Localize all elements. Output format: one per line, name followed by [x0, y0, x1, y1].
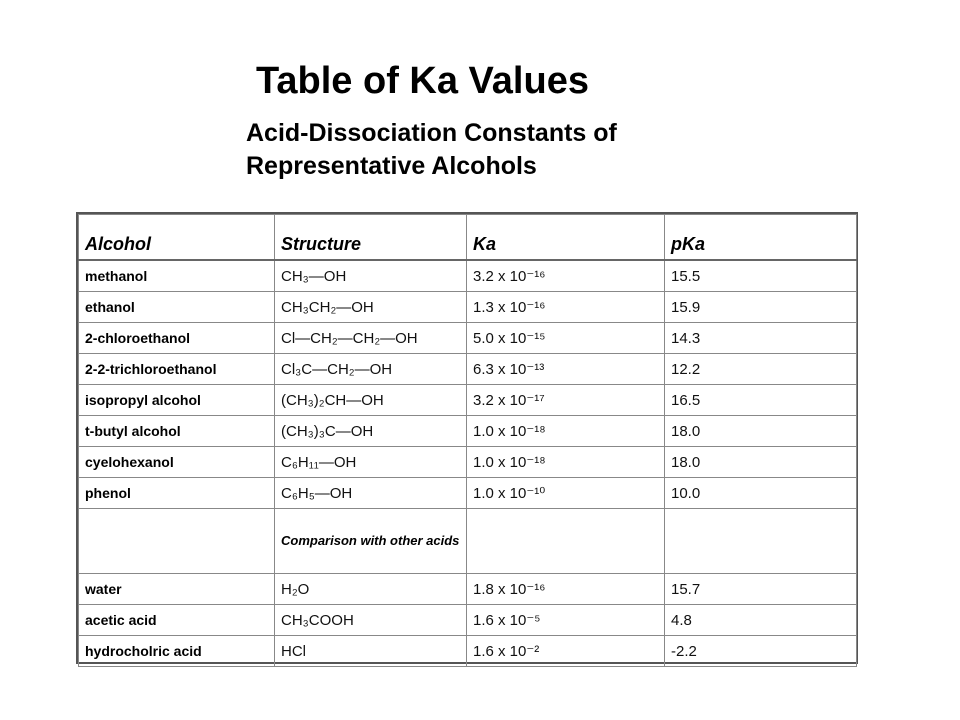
alcohol-name: cyelohexanol	[79, 447, 275, 478]
pka-value: 18.0	[665, 416, 857, 447]
pka-value: 15.7	[665, 574, 857, 605]
alcohol-structure: (CH₃)₂CH—OH	[275, 385, 467, 416]
pka-value: 10.0	[665, 478, 857, 509]
ka-value: 1.6 x 10⁻⁵	[467, 605, 665, 636]
pka-value: 12.2	[665, 354, 857, 385]
ka-value: 3.2 x 10⁻¹⁷	[467, 385, 665, 416]
empty-cell	[79, 509, 275, 574]
table-row	[79, 447, 857, 478]
ka-value: 6.3 x 10⁻¹³	[467, 354, 665, 385]
ka-value: 1.0 x 10⁻¹⁸	[467, 416, 665, 447]
ka-value: 1.0 x 10⁻¹⁸	[467, 447, 665, 478]
ka-value: 5.0 x 10⁻¹⁵	[467, 323, 665, 354]
table-header-row	[79, 215, 857, 261]
ka-value: 1.0 x 10⁻¹⁰	[467, 478, 665, 509]
alcohol-structure: (CH₃)₃C—OH	[275, 416, 467, 447]
ka-value: 1.3 x 10⁻¹⁶	[467, 292, 665, 323]
alcohol-structure: C₆H₅—OH	[275, 478, 467, 509]
acid-structure: H₂O	[275, 574, 467, 605]
pka-value: -2.2	[665, 636, 857, 667]
alcohol-structure: Cl—CH₂—CH₂—OH	[275, 323, 467, 354]
pka-value: 4.8	[665, 605, 857, 636]
ka-table	[78, 214, 857, 667]
empty-cell	[665, 509, 857, 574]
acid-name: hydrocholric acid	[79, 636, 275, 667]
acid-name: acetic acid	[79, 605, 275, 636]
table-row	[79, 605, 857, 636]
empty-cell	[467, 509, 665, 574]
header-ka: Ka	[467, 215, 665, 261]
comparison-row	[79, 509, 857, 574]
ka-table-container	[76, 212, 858, 664]
acid-structure: CH₃COOH	[275, 605, 467, 636]
header-structure: Structure	[275, 215, 467, 261]
ka-value: 1.8 x 10⁻¹⁶	[467, 574, 665, 605]
pka-value: 14.3	[665, 323, 857, 354]
table-row	[79, 385, 857, 416]
alcohol-structure: CH₃CH₂—OH	[275, 292, 467, 323]
ka-value: 3.2 x 10⁻¹⁶	[467, 260, 665, 292]
pka-value: 18.0	[665, 447, 857, 478]
alcohol-name: 2-chloroethanol	[79, 323, 275, 354]
acid-name: water	[79, 574, 275, 605]
page-subtitle: Acid-Dissociation Constants of Representative Alcohols	[246, 119, 617, 180]
alcohol-name: isopropyl alcohol	[79, 385, 275, 416]
alcohol-name: methanol	[79, 260, 275, 292]
table-row	[79, 636, 857, 667]
table-row	[79, 292, 857, 323]
pka-value: 16.5	[665, 385, 857, 416]
table-row	[79, 574, 857, 605]
alcohol-structure: C₆H₁₁—OH	[275, 447, 467, 478]
pka-value: 15.5	[665, 260, 857, 292]
acid-structure: HCl	[275, 636, 467, 667]
alcohol-name: phenol	[79, 478, 275, 509]
alcohol-name: 2-2-trichloroethanol	[79, 354, 275, 385]
page-title: Table of Ka Values	[256, 60, 589, 102]
table-row	[79, 416, 857, 447]
header-alcohol: Alcohol	[79, 215, 275, 261]
table-row	[79, 323, 857, 354]
ka-value: 1.6 x 10⁻²	[467, 636, 665, 667]
table-row	[79, 260, 857, 292]
alcohol-name: t-butyl alcohol	[79, 416, 275, 447]
alcohol-structure: Cl₃C—CH₂—OH	[275, 354, 467, 385]
alcohol-structure: CH₃—OH	[275, 260, 467, 292]
alcohol-name: ethanol	[79, 292, 275, 323]
table-row	[79, 354, 857, 385]
table-row	[79, 478, 857, 509]
pka-value: 15.9	[665, 292, 857, 323]
header-pka: pKa	[665, 215, 857, 261]
comparison-note: Comparison with other acids	[275, 509, 467, 574]
